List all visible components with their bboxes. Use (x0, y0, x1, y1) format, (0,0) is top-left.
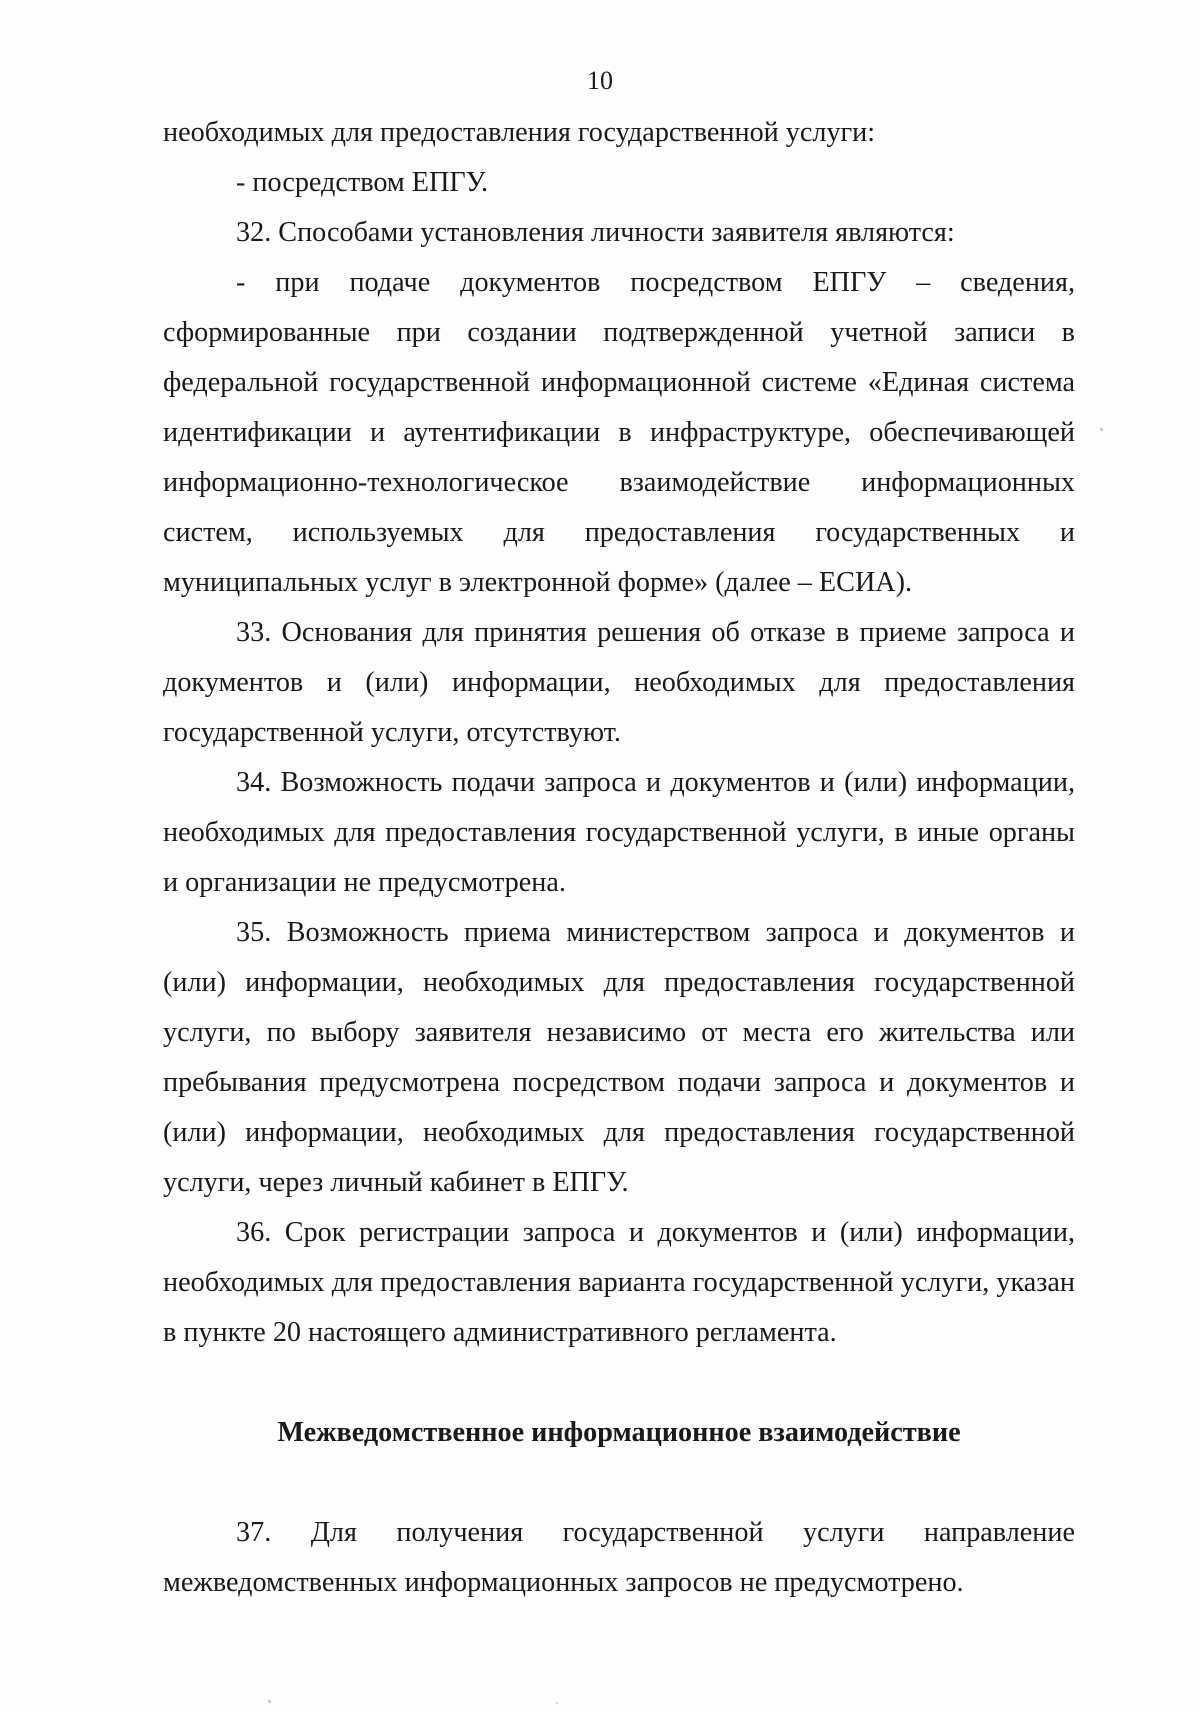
scan-speck (556, 1702, 558, 1704)
paragraph-32: 32. Способами установления личности заявителя являются: (236, 217, 955, 248)
paragraph-34: 34. Возможность подачи запроса и документов и (или) информации, необходимых для предоставления государственной услуги, в иные органы и организации не предусмотрена. (163, 767, 1075, 898)
paragraph-32-list-item: - при подаче документов посредством ЕПГУ – сведения, сформированные при создании подтвержденной учетной записи в федеральной государственной информационной системе «Единая система идентификации и аутентификации в инфраструктуре, обеспечивающей информационно-технологическое взаимодействие информационных систем, используемых для предоставления государственных и муниципальных услуг в электронной форме» (далее – ЕСИА). (163, 267, 1075, 598)
paragraph-list-item-epgu: - посредством ЕПГУ. (236, 167, 489, 198)
page-number: 10 (587, 66, 613, 95)
paragraph-33: 33. Основания для принятия решения об отказе в приеме запроса и документов и (или) информации, необходимых для предоставления государственной услуги, отсутствуют. (163, 617, 1075, 748)
scan-speck (268, 1700, 271, 1703)
paragraph-37: 37. Для получения государственной услуги направление межведомственных информационных запросов не предусмотрено. (163, 1517, 1075, 1598)
scan-speck (1100, 428, 1103, 431)
paragraph-continuation: необходимых для предоставления государственной услуги: (163, 117, 876, 148)
document-body (163, 108, 1075, 1608)
paragraph-35: 35. Возможность приема министерством запроса и документов и (или) информации, необходимых для предоставления государственной услуги, по выбору заявителя независимо от места его жительства или пребывания предусмотрена посредством подачи запроса и документов и (или) информации, необходимых для предоставления государственной услуги, через личный кабинет в ЕПГУ. (163, 917, 1075, 1198)
section-heading: Межведомственное информационное взаимодействие (277, 1417, 961, 1448)
paragraph-36: 36. Срок регистрации запроса и документов и (или) информации, необходимых для предоставления варианта государственной услуги, указан в пункте 20 настоящего административного регламента. (163, 1217, 1075, 1348)
